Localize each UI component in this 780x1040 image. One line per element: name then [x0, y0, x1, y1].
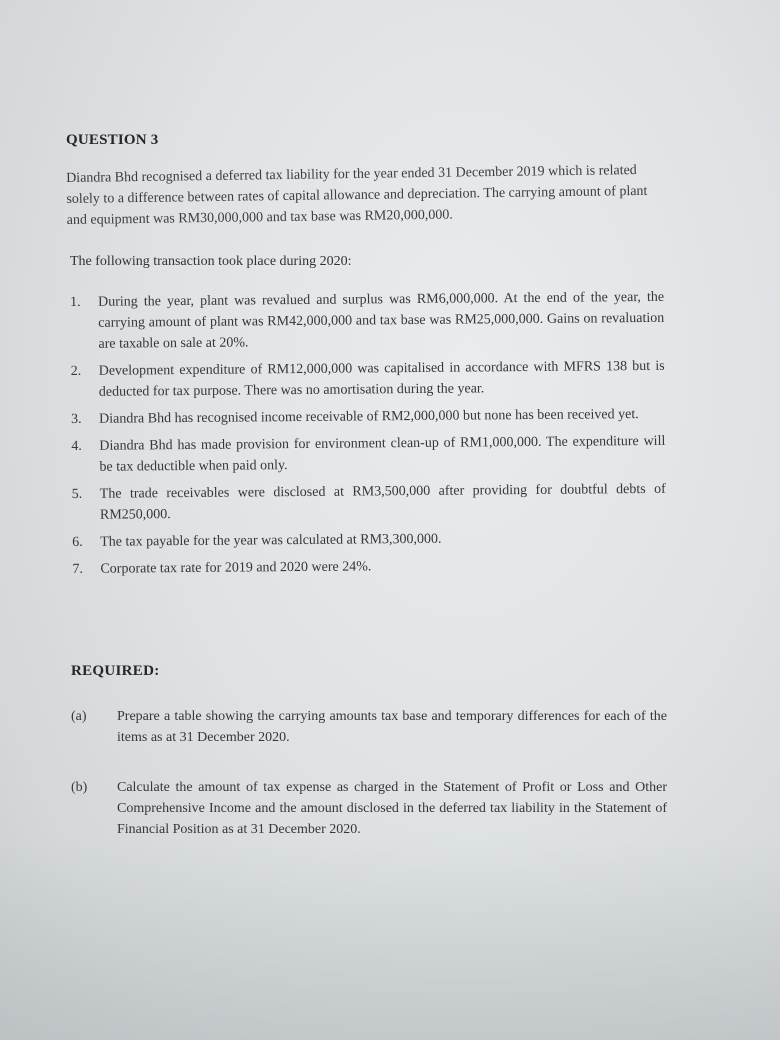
item-text: Corporate tax rate for 2019 and 2020 were 24%. — [100, 559, 372, 577]
required-part-b — [71, 777, 667, 840]
transaction-item — [71, 356, 665, 403]
item-number: 4. — [71, 438, 82, 454]
transaction-item — [71, 431, 665, 478]
question-title: QUESTION 3 — [66, 132, 159, 148]
item-number: 1. — [70, 294, 81, 310]
part-label: (a) — [71, 709, 87, 724]
transaction-list — [70, 287, 667, 586]
item-number: 7. — [72, 561, 83, 577]
required-heading: REQUIRED: — [71, 663, 160, 679]
transaction-item — [71, 404, 665, 430]
transaction-item — [72, 479, 666, 526]
transactions-lead: The following transaction took place during 2020: — [70, 254, 352, 269]
question-intro: Diandra Bhd recognised a deferred tax liability for the year ended 31 December 2019 which is related solely to a difference between rates of capital allowance and depreciation. The carrying amount of plant and equipment was RM30,000,000 and tax base was RM20,000,000. — [66, 163, 648, 228]
part-label: (b) — [71, 780, 88, 795]
transaction-item — [72, 554, 666, 580]
item-number: 5. — [71, 486, 83, 502]
transaction-item — [70, 287, 665, 355]
item-number: 6. — [72, 534, 83, 550]
item-number: 3. — [71, 411, 82, 427]
item-number: 2. — [70, 363, 82, 379]
part-text: Calculate the amount of tax expense as charged in the Statement of Profit or Loss and Other Comprehensive Income and the amount disclosed in the deferred tax liability in the Statement of Financial Position as at 31 December 2020. — [117, 780, 667, 837]
item-text: During the year, plant was revalued and surplus was RM6,000,000. At the end of the year, the carrying amount of plant was RM42,000,000 and tax base was RM25,000,000. Gains on revaluation are taxable on sale at 20%. — [98, 289, 665, 352]
transaction-item — [72, 527, 666, 553]
part-text: Prepare a table showing the carrying amounts tax base and temporary differences for each of the items as at 31 December 2020. — [117, 709, 667, 745]
paper-shadow — [0, 840, 780, 1040]
item-text: The trade receivables were disclosed at RM3,500,000 after providing for doubtful debts of RM250,000. — [99, 481, 666, 523]
item-text: The tax payable for the year was calculated at RM3,300,000. — [100, 531, 442, 550]
item-text: Diandra Bhd has recognised income receivable of RM2,000,000 but none has been received yet. — [99, 407, 639, 427]
required-part-a — [71, 706, 667, 748]
item-text: Diandra Bhd has made provision for environment clean-up of RM1,000,000. The expenditure will be tax deductible when paid only. — [99, 433, 666, 475]
item-text: Development expenditure of RM12,000,000 was capitalised in accordance with MFRS 138 but is deducted for tax purpose. There was no amortisation during the year. — [98, 358, 665, 400]
